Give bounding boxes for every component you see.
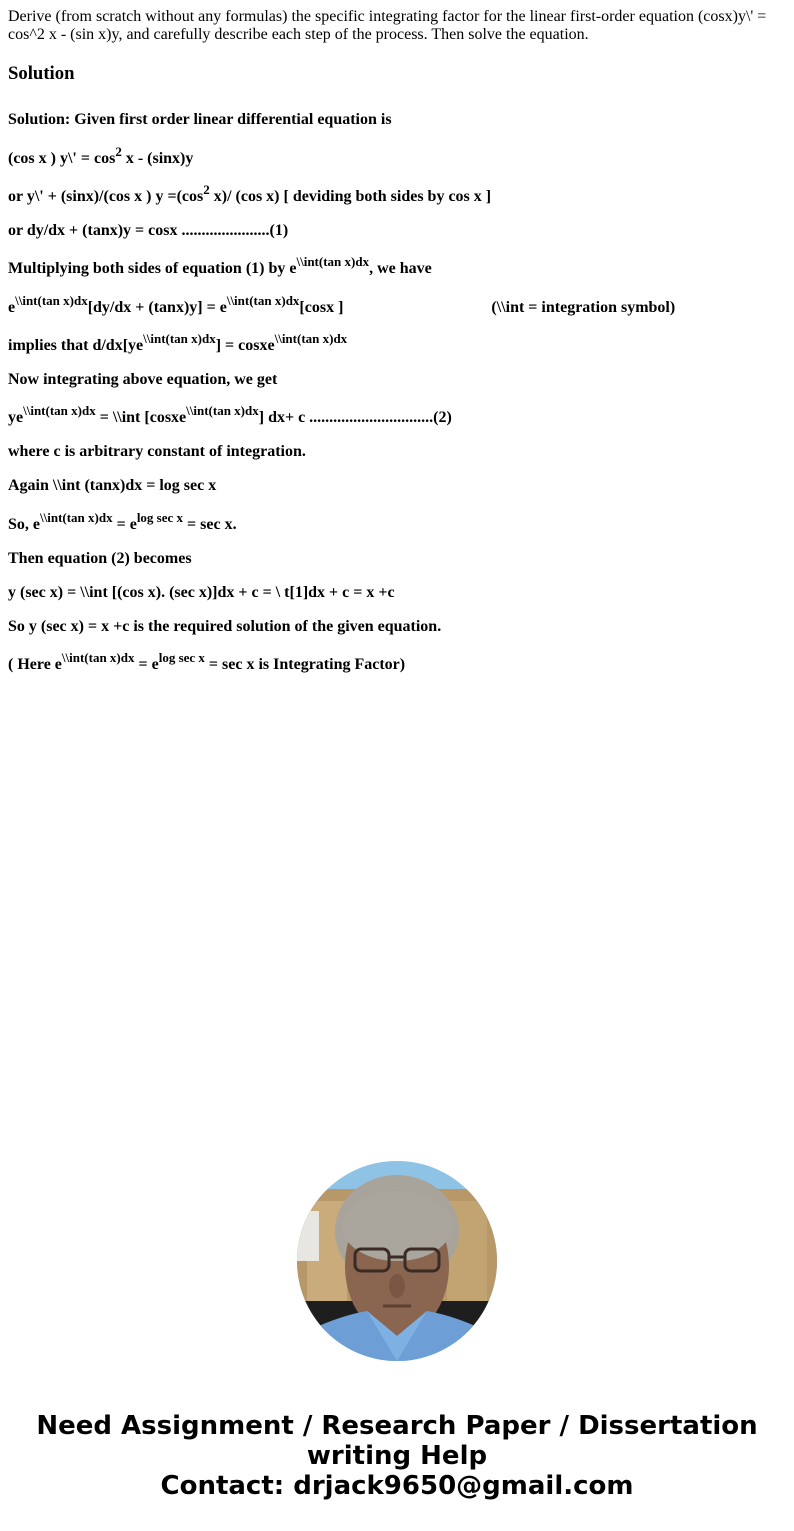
equation-2-becomes: Then equation (2) becomes	[8, 550, 192, 567]
integral-tan: Again \\int (tanx)dx = log sec x	[8, 477, 217, 494]
integration-symbol-note: (\\int = integration symbol)	[491, 299, 676, 316]
solved-equation: y (sec x) = \\int [(cos x). (sec x)]dx + c = \ t[1]dx + c = x +c	[8, 584, 395, 601]
promo-line-1: Need Assignment / Research Paper / Dissertation	[36, 1411, 758, 1441]
integrating-factor-value: So, $e^{\backslash\backslash int(tan x)dx} = e^{log sec x} = \sec x$.	[8, 509, 237, 533]
equation-divided: or y\' + (sinx)/(cos x ) $y =(\cos^2$ x)/ (cos x) [ deviding both sides by cos x ]	[8, 181, 492, 205]
required-solution: So y (sec x) = x +c is the required solution of the given equation.	[8, 618, 442, 635]
tutor-photo-icon	[297, 1161, 497, 1361]
equation-given: (cos x ) y\' = $\cos^2 x - (\sin x)y$	[8, 143, 194, 167]
integrating-step: Now integrating above equation, we get	[8, 371, 278, 388]
integrating-factor-note: ( Here $e^{\backslash\backslash int(tan x)dx} = e^{log sec x} = \sec x$ is Integrating Factor)	[8, 649, 406, 673]
promo-banner	[0, 1411, 794, 1501]
promo-contact: Contact: drjack9650@gmail.com	[160, 1471, 634, 1501]
multiplied-equation: $e^{\backslash\backslash int(tan x)dx}[dy/dx + (\tan x)y] = e^{\backslash\backslash int(tan x)dx}[\cos x$ ] (\\int = integration symbol)	[8, 292, 676, 316]
promo-line-2: writing Help	[306, 1441, 488, 1471]
equation-2: $ye^{\backslash\backslash int(tan x)dx}$ = \\int [cosxe$^{\backslash\backslash int(tan x)dx}$] dx+ c ...............................(2)	[8, 402, 452, 426]
avatar	[297, 1161, 497, 1361]
constant-note: where c is arbitrary constant of integration.	[8, 443, 306, 460]
solution-intro: Solution: Given first order linear differential equation is	[8, 111, 392, 128]
multiply-step: Multiplying both sides of equation (1) by $e^{\backslash\backslash int(tan x)dx}$, we have	[8, 253, 432, 277]
equation-1: or dy/dx + (tanx)y = cosx ......................(1)	[8, 222, 289, 239]
document	[0, 8, 794, 85]
solution-heading: Solution	[8, 63, 75, 84]
derivative-step: implies that $d/dx[ye^{\backslash\backslash int(tan x)dx}]$ = cosxe$^{\backslash\backslash int(tan x)dx}$	[8, 330, 348, 354]
question-text: Derive (from scratch without any formulas) the specific integrating factor for the linear first-order equation (cosx)y\' = cos^2 x - (sin x)y, and carefully describe each step of the process. Then solve the equation.	[8, 8, 767, 43]
